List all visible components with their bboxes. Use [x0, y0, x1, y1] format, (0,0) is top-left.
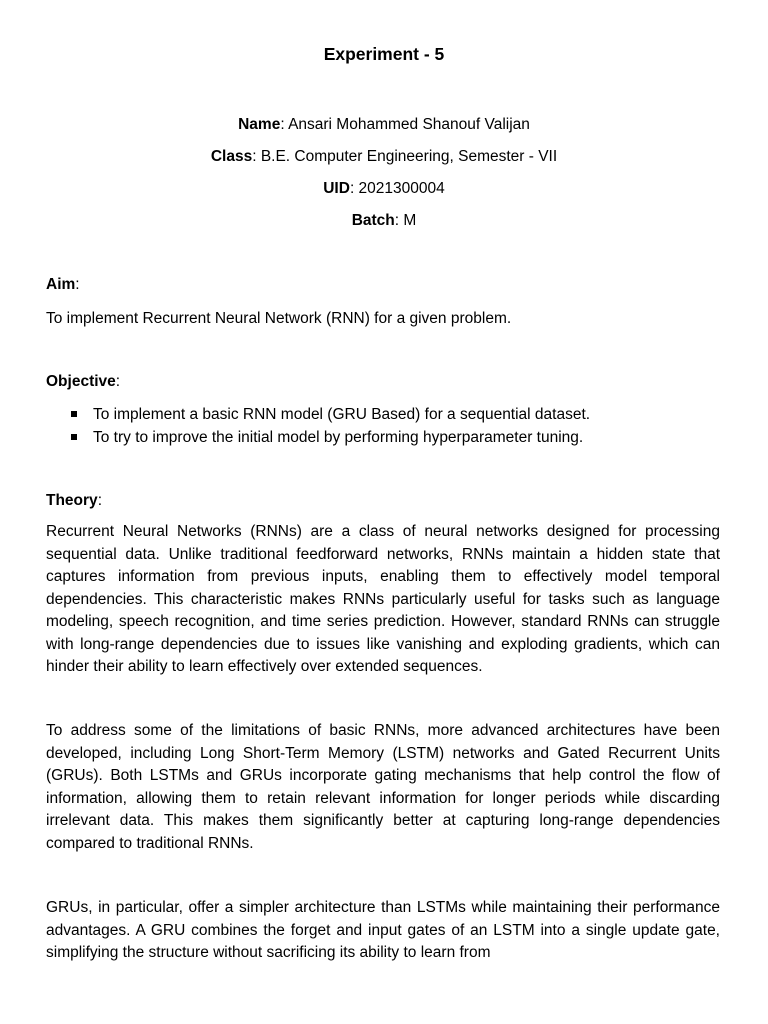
objective-heading	[46, 372, 120, 392]
square-bullet-icon	[71, 411, 77, 417]
objective-item	[70, 426, 590, 449]
class-value: : B.E. Computer Engineering, Semester - VII	[252, 148, 558, 165]
theory-heading	[46, 491, 102, 511]
aim-heading-colon: :	[75, 276, 80, 293]
theory-heading-colon: :	[97, 492, 102, 509]
objective-item	[70, 403, 590, 426]
objective-item-text: To implement a basic RNN model (GRU Based) for a sequential dataset.	[93, 406, 591, 423]
batch-value: : M	[394, 212, 417, 229]
theory-paragraph: Recurrent Neural Networks (RNNs) are a class of neural networks designed for processing sequential data. Unlike traditional feedforward networks, RNNs maintain a hidden state that captures information from previous inputs, enabling them to effectively model temporal dependencies. This characteristic makes RNNs particularly useful for tasks such as language modeling, speech recognition, and time series prediction. However, standard RNNs can struggle with long-range dependencies due to issues like vanishing and exploding gradients, which can hinder their ability to learn effectively over extended sequences.	[46, 523, 720, 675]
uid-value: : 2021300004	[349, 180, 445, 197]
objective-heading-label: Objective	[46, 373, 116, 390]
objective-item-text: To try to improve the initial model by performing hyperparameter tuning.	[93, 429, 584, 446]
batch-label: Batch	[351, 212, 395, 229]
name-value: : Ansari Mohammed Shanouf Valijan	[280, 116, 530, 133]
square-bullet-icon	[71, 434, 77, 440]
theory-heading-label: Theory	[46, 492, 98, 509]
theory-paragraph: GRUs, in particular, offer a simpler architecture than LSTMs while maintaining their performance advantages. A GRU combines the forget and input gates of an LSTM into a single update gate, simplifying the structure without sacrificing its ability to learn from	[46, 899, 720, 961]
aim-heading	[46, 275, 80, 295]
name-line	[0, 115, 768, 135]
theory-paragraph: To address some of the limitations of basic RNNs, more advanced architectures have been developed, including Long Short-Term Memory (LSTM) networks and Gated Recurrent Units (GRUs). Both LSTMs and GRUs incorporate gating mechanisms that help control the flow of information, allowing them to retain relevant information for longer periods while discarding irrelevant data. This makes them significantly better at capturing long-range dependencies compared to traditional RNNs.	[46, 722, 720, 852]
objective-list	[70, 403, 590, 449]
uid-line	[0, 179, 768, 199]
class-label: Class	[210, 148, 253, 165]
name-label: Name	[238, 116, 281, 133]
batch-line	[0, 211, 768, 231]
uid-label: UID	[323, 180, 350, 197]
class-line	[0, 147, 768, 167]
aim-heading-label: Aim	[46, 276, 76, 293]
objective-heading-colon: :	[115, 373, 121, 390]
page-title: Experiment - 5	[323, 44, 445, 64]
aim-text: To implement Recurrent Neural Network (RNN) for a given problem.	[46, 310, 512, 327]
